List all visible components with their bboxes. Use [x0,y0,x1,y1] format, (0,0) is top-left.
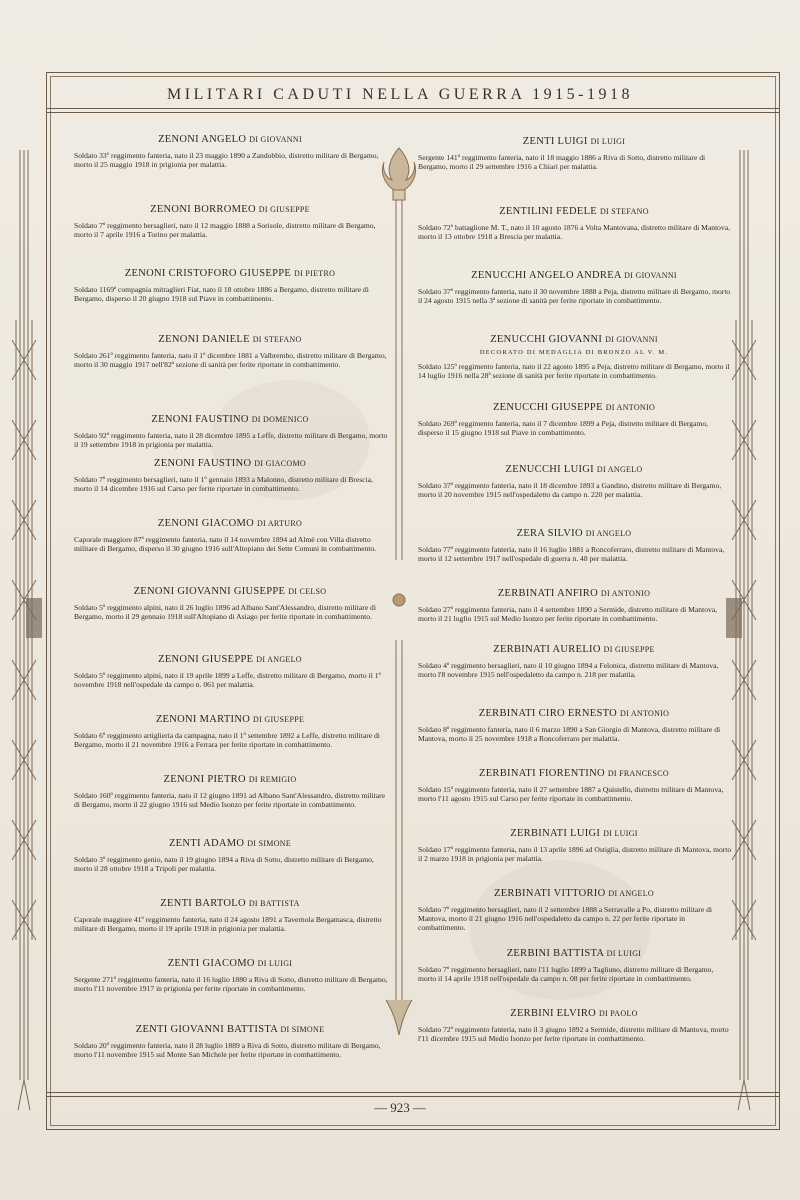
entry-patronymic: DI LUIGI [603,829,638,838]
entry-text: Soldato 7º reggimento bersaglieri, nato il 1º gennaio 1893 a Malonno, distretto militare di Brescia, morto il 14 dicembre 1916 sul Carso per ferite riportate in combattimento. [74,475,373,494]
entry-text: Soldato 77º reggimento fanteria, nato il 16 luglio 1881 a Roncoferraro, distretto militare di Mantova, morto il 12 settembre 1917 nell'ospedale di guerra n. 48 per malattia. [418,545,725,564]
entry-text: Soldato 7º reggimento bersaglieri, nato il 2 settembre 1888 a Serravalle a Po, distretto militare di Mantova, morto il 21 giugno 1916 nell'ospedaletto da campo n. 22 per ferite riportate in combattimento. [418,905,713,933]
entry-name [414,888,734,899]
entry-patronymic: DI STEFANO [599,207,649,216]
entry-patronymic: DI DOMENICO [251,415,309,424]
fallen-entry [70,838,390,873]
entry-text: Soldato 92º reggimento fanteria, nato il 28 dicembre 1895 a Leffe, distretto militare di Bergamo, morto il 19 settembre 1918 in prigionia per malattia. [74,431,388,450]
entry-surname: ZENONI MARTINO [155,714,251,725]
entry-patronymic: DI GIUSEPPE [603,645,655,654]
entry-name [414,402,734,413]
page-title: MILITARI CADUTI NELLA GUERRA 1915-1918 [167,86,633,103]
entry-surname: ZENONI PIETRO [163,774,246,785]
entry-name [414,768,734,779]
entry-text: Soldato 269º reggimento fanteria, nato il 7 dicembre 1899 a Peja, distretto militare di Bergamo, disperso il 15 giugno 1918 sul Piave in combattimento. [418,419,709,438]
entry-text: Soldato 4º reggimento bersaglieri, nato il 10 giugno 1894 a Felonica, distretto militare di Mantova, morto l'8 novembre 1915 nell'ospedaletto da campo n. 218 per malattia. [418,661,719,680]
fallen-entry [414,588,734,623]
entry-text: Soldato 5º reggimento alpini, nato il 26 luglio 1896 ad Albano Sant'Alessandro, distretto militare di Bergamo, morto il 29 gennaio 1918 sull'Altopiano di Asiago per ferite riportate in combattimento. [74,603,376,622]
entry-patronymic: DI ANGELO [608,889,654,898]
entry-surname: ZENONI GIOVANNI GIUSEPPE [133,586,286,597]
entry-surname: ZENUCCHI LUIGI [505,464,594,475]
entry-name [70,334,390,345]
entry-text: Soldato 3º reggimento genio, nato il 19 giugno 1894 a Riva di Sotto, distretto militare di Bergamo, morto il 28 ottobre 1918 a Tripoli per malattia. [74,855,374,874]
entry-patronymic: DI LUIGI [590,137,626,146]
entry-name [70,1024,390,1035]
fallen-entry [414,1008,734,1043]
entry-surname: ZENONI FAUSTINO [154,458,252,469]
left-column [70,128,390,1088]
entry-patronymic: DI REMIGIO [248,775,297,784]
entry-patronymic: DI GIOVANNI [624,271,677,280]
entry-text: Soldato 160º reggimento fanteria, nato il 12 giugno 1891 ad Albano Sant'Alessandro, distretto militare di Bergamo, morto il 22 giugno 1916 sul Medio Isonzo per ferite riportate in combattimento. [74,791,386,810]
fallen-entry [414,528,734,563]
entry-surname: ZENTI ADAMO [168,838,245,849]
entry-text: Soldato 125º reggimento fanteria, nato il 22 agosto 1895 a Peja, distretto militare di Bergamo, morto il 14 luglio 1916 nella 28ª sezione di sanità per ferite riportate in combattimento. [418,362,730,381]
fallen-entry [70,414,390,449]
entry-text: Soldato 5º reggimento alpini, nato il 19 aprile 1899 a Leffe, distretto militare di Bergamo, morto il 1º novembre 1918 nell'ospedale da campo n. 061 per malattia. [74,671,381,690]
entry-text: Soldato 72º battaglione M. T., nato il 10 agosto 1876 a Volta Mantovana, distretto militare di Mantova, morto il 13 ottobre 1918 a Brescia per malattia. [418,223,731,242]
fallen-entry [414,136,734,171]
entry-patronymic: DI GIUSEPPE [253,715,305,724]
entry-decoration: DECORATO DI MEDAGLIA DI BRONZO AL V. M. [479,349,669,356]
entry-patronymic: DI GIACOMO [254,459,306,468]
fallen-entry [70,958,390,993]
entry-surname: ZENONI GIUSEPPE [158,654,254,665]
entry-surname: ZENONI BORROMEO [150,204,256,215]
footer-rule [46,1092,780,1093]
fallen-entry [414,402,734,437]
entry-name [414,948,734,959]
entry-patronymic: DI ANTONIO [600,589,651,598]
fallen-entry [414,768,734,803]
fallen-entry [70,204,390,239]
entry-name [414,644,734,655]
entry-patronymic: DI FRANCESCO [607,769,669,778]
entry-name [70,774,390,785]
entry-surname: ZERBINATI FIORENTINO [479,768,605,779]
entry-name [70,654,390,665]
entry-text: Caporale maggiore 41º reggimento fanteria, nato il 24 agosto 1891 a Tavernola Bergamasca, distretto militare di Bergamo, morto il 19 aprile 1918 in prigionia per malattia. [74,915,382,934]
entry-name [414,828,734,839]
left-fasces-ornament [4,120,44,1120]
header-rule [46,108,780,109]
fallen-entry [414,828,734,863]
entry-text: Soldato 20º reggimento fanteria, nato il 28 luglio 1889 a Riva di Sotto, distretto militare di Bergamo, morto l'11 novembre 1915 sul Monte San Michele per ferite riportate in combattimento. [74,1041,381,1060]
entry-text: Sergente 141º reggimento fanteria, nato il 18 maggio 1886 a Riva di Sotto, distretto militare di Bergamo, morto il 29 settembre 1916 a Chiari per malattia. [418,153,706,172]
entry-patronymic: DI PIETRO [294,269,336,278]
entry-text: Soldato 17º reggimento fanteria, nato il 13 aprile 1896 ad Ostiglia, distretto militare di Mantova, morto il 2 marzo 1918 in prigionia per malattia. [418,845,732,864]
fallen-entry [70,654,390,689]
entry-surname: ZENTI BARTOLO [160,898,246,909]
entry-surname: ZENONI DANIELE [158,334,250,345]
entry-surname: ZERBINATI ANFIRO [497,588,598,599]
fallen-entry [70,1024,390,1059]
header-rule-double [46,112,780,113]
entry-text: Soldato 7º reggimento bersaglieri, nato il 12 maggio 1888 a Sorisole, distretto militare di Bergamo, morto il 7 aprile 1916 a Torino per malattia. [74,221,376,240]
entry-text: Soldato 8º reggimento fanteria, nato il 6 marzo 1890 a San Giorgio di Mantova, distretto militare di Mantova, morto il 25 novembre 1918 a Roncoferraro per malattia. [418,725,721,744]
entry-name [414,708,734,719]
entry-surname: ZENTI GIACOMO [167,958,255,969]
entry-surname: ZENONI GIACOMO [157,518,254,529]
entry-patronymic: DI ANTONIO [619,709,670,718]
fallen-entry [414,888,734,933]
entry-surname: ZERA SILVIO [516,528,583,539]
entry-name [70,204,390,215]
entry-patronymic: DI SIMONE [280,1025,325,1034]
fallen-entry [414,464,734,499]
entry-patronymic: DI ANTONIO [605,403,656,412]
entry-patronymic: DI PAOLO [598,1009,638,1018]
entry-name [70,414,390,425]
entry-name [70,268,390,279]
entry-patronymic: DI CELSO [288,587,327,596]
entry-surname: ZENONI FAUSTINO [151,414,249,425]
entry-name [414,528,734,539]
entry-surname: ZERBINATI LUIGI [510,828,601,839]
entry-patronymic: DI ANGELO [256,655,302,664]
entry-surname: ZERBINATI CIRO ERNESTO [478,708,617,719]
fallen-entry [414,206,734,241]
entry-text: Soldato 33º reggimento fanteria, nato il 23 maggio 1890 a Zandobbio, distretto militare di Bergamo, morto il 25 maggio 1918 in prigionia per malattia. [74,151,379,170]
entry-surname: ZERBINATI AURELIO [493,644,601,655]
entry-text: Soldato 37º reggimento fanteria, nato il 30 novembre 1888 a Peja, distretto militare di Bergamo, morto il 24 agosto 1915 nella 3ª sezione di sanità per ferite riportate in combattimento. [418,287,731,306]
entry-text: Soldato 1169ª compagnia mitraglieri Fiat, nato il 18 ottobre 1886 a Bergamo, distretto militare di Bergamo, disperso il 20 giugno 1918 sul Piave in combattimento. [74,285,369,304]
fallen-entry [70,518,390,553]
entry-name [70,838,390,849]
entry-text: Soldato 72º reggimento fanteria, nato il 3 giugno 1892 a Sermide, distretto militare di Mantova, morto l'11 dicembre 1915 sul Medio Isonzo per ferite riportate in combattimento. [418,1025,729,1044]
entry-name [414,464,734,475]
entry-patronymic: DI LUIGI [606,949,642,958]
entry-name [70,898,390,909]
entry-name [414,206,734,217]
entry-surname: ZENUCCHI GIUSEPPE [492,402,603,413]
entry-patronymic: DI ANGELO [585,529,632,538]
entry-name [414,588,734,599]
entry-surname: ZENUCCHI GIOVANNI [490,334,603,345]
entry-text: Sergente 271º reggimento fanteria, nato il 16 luglio 1880 a Riva di Sotto, distretto militare di Bergamo, morto l'11 novembre 1917 in prigionia per ferite riportate in combattimento. [74,975,388,994]
fallen-entry [70,334,390,369]
entry-surname: ZENONI ANGELO [158,134,247,145]
entry-patronymic: DI LUIGI [257,959,293,968]
entry-surname: ZENTILINI FEDELE [499,206,598,217]
fallen-entry [414,270,734,305]
entry-name [70,134,390,145]
fallen-entry [414,708,734,743]
entry-text: Soldato 15º reggimento fanteria, nato il 27 settembre 1887 a Quistello, distretto militare di Mantova, morto l'11 agosto 1915 sul Carso per ferite riportate in combattimento. [418,785,724,804]
footer-rule-double [46,1096,780,1097]
entry-text: Soldato 261º reggimento fanteria, nato il 1º dicembre 1881 a Valbrembo, distretto militare di Bergamo, morto il 30 maggio 1917 nell'82ª sezione di sanità per ferite riportate in combattimento. [74,351,387,370]
entry-name [70,586,390,597]
entry-surname: ZERBINI ELVIRO [510,1008,597,1019]
fallen-entry [70,268,390,303]
fallen-entry [70,134,390,169]
fallen-entry [70,898,390,933]
entry-patronymic: DI GIOVANNI [605,335,658,344]
entry-patronymic: DI STEFANO [252,335,302,344]
entry-name [70,714,390,725]
fallen-entry [414,644,734,679]
entry-patronymic: DI BATTISTA [248,899,300,908]
page-number: — 923 — [374,1100,426,1115]
entry-patronymic: DI SIMONE [247,839,292,848]
fallen-entry [70,714,390,749]
entry-name [414,1008,734,1019]
entry-surname: ZENUCCHI ANGELO ANDREA [471,270,622,281]
entry-surname: ZERBINATI VITTORIO [494,888,606,899]
entry-text: Soldato 7º reggimento bersaglieri, nato l'11 luglio 1899 a Tagliuno, distretto militare di Bergamo, morto il 14 aprile 1918 nell'ospedale da campo n. 08 per ferite riportate in combattimento. [418,965,714,984]
entry-name [70,518,390,529]
entry-text: Soldato 27º reggimento fanteria, nato il 4 settembre 1890 a Sermide, distretto militare di Mantova, morto il 21 luglio 1915 sul Medio Isonzo per ferite riportate in combattimento. [418,605,718,624]
entry-name [414,334,734,345]
entry-text: Soldato 6º reggimento artiglieria da campagna, nato il 1º settembre 1892 a Leffe, distretto militare di Bergamo, morto il 21 novembre 1916 a Ferrara per ferite riportate in combattimento. [74,731,380,750]
entry-surname: ZENTI LUIGI [522,136,588,147]
fallen-entry [70,458,390,493]
entry-patronymic: DI ARTURO [256,519,303,528]
fallen-entry [414,948,734,983]
entry-surname: ZERBINI BATTISTA [506,948,604,959]
fallen-entry [70,586,390,621]
entry-name [70,458,390,469]
entry-text: Soldato 37º reggimento fanteria, nato il 18 dicembre 1893 a Gandino, distretto militare di Bergamo, morto il 20 novembre 1915 nell'ospedaletto da campo n. 220 per malattia. [418,481,722,500]
right-column [414,128,734,1088]
fallen-entry [70,774,390,809]
fallen-entry [414,334,734,380]
entry-surname: ZENTI GIOVANNI BATTISTA [135,1024,278,1035]
entry-text: Caporale maggiore 87º reggimento fanteria, nato il 14 novembre 1894 ad Almè con Villa distretto militare di Bergamo, disperso il 30 giugno 1916 sull'Altopiano dei Sette Comuni in combattimento. [74,535,377,554]
entry-patronymic: DI GIUSEPPE [258,205,310,214]
entry-patronymic: DI ANGELO [596,465,643,474]
entry-name [70,958,390,969]
entry-name [414,270,734,281]
entry-patronymic: DI GIOVANNI [249,135,302,144]
entry-surname: ZENONI CRISTOFORO GIUSEPPE [124,268,292,279]
entry-name [414,136,734,147]
